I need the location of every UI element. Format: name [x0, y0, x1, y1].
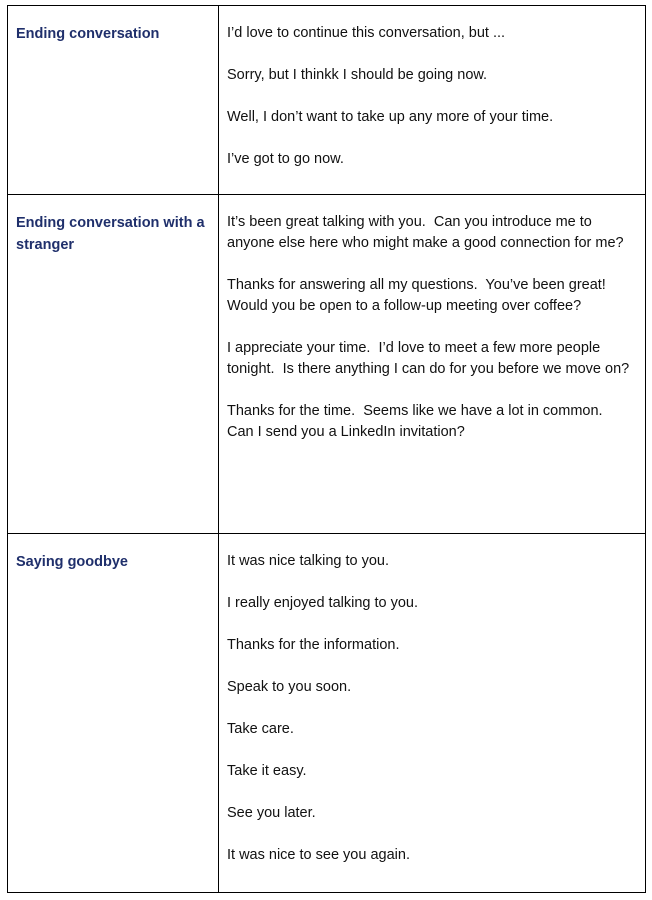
category-cell	[8, 534, 219, 893]
phrase: See you later.	[227, 805, 316, 821]
table-row	[8, 195, 646, 534]
table-row	[8, 6, 646, 195]
phrase: Sorry, but I thinkk I should be going now.	[227, 67, 488, 83]
category-cell	[8, 195, 219, 534]
phrase: It was nice talking to you.	[227, 553, 389, 569]
phrase: Take it easy.	[227, 763, 307, 779]
category-label: Saying goodbye	[16, 554, 128, 570]
phrase: I’d love to continue this conversation, but ...	[227, 25, 506, 41]
category-cell	[8, 6, 219, 195]
phrases-cell	[219, 195, 646, 534]
phrase: It was nice to see you again.	[227, 847, 410, 863]
phrases-cell	[219, 6, 646, 195]
category-label: Ending conversation with a stranger	[16, 215, 205, 253]
phrase: I’ve got to go now.	[227, 151, 344, 167]
phrase: I really enjoyed talking to you.	[227, 595, 419, 611]
phrase: Take care.	[227, 721, 294, 737]
phrase: Thanks for answering all my questions. You’ve been great! Would you be open to a follow-up meeting over coffee?	[227, 277, 614, 314]
table-row	[8, 534, 646, 893]
phrase: Thanks for the time. Seems like we have a lot in common. Can I send you a LinkedIn invitation?	[227, 403, 611, 440]
phrase: Well, I don’t want to take up any more of your time.	[227, 109, 554, 125]
phrase: Thanks for the information.	[227, 637, 400, 653]
phrase: Speak to you soon.	[227, 679, 352, 695]
phrases-cell	[219, 534, 646, 893]
category-label: Ending conversation	[16, 26, 160, 42]
phrases-table	[7, 5, 646, 893]
phrase: I appreciate your time. I’d love to meet a few more people tonight. Is there anything I can do for you before we move on?	[227, 340, 630, 377]
phrase: It’s been great talking with you. Can you introduce me to anyone else here who might make a good connection for me?	[227, 214, 624, 251]
